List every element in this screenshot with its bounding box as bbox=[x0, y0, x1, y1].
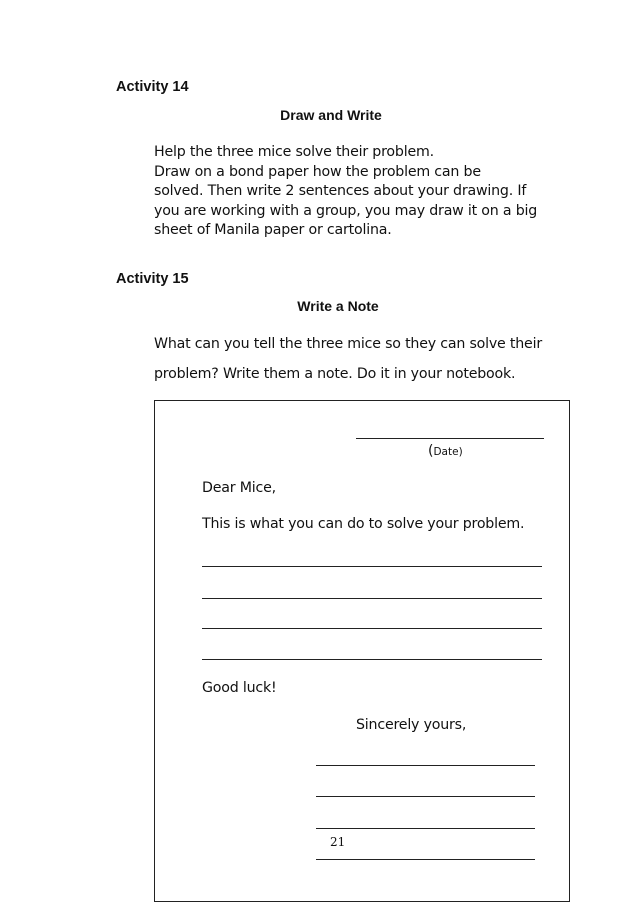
instruction-line: Help the three mice solve their problem. bbox=[154, 144, 434, 160]
writing-line bbox=[202, 598, 542, 599]
activity-14-subtitle: Draw and Write bbox=[280, 107, 382, 123]
signature-line bbox=[316, 828, 535, 829]
note-closing: Good luck! bbox=[202, 680, 277, 696]
instruction-line: solved. Then write 2 sentences about your drawing. If bbox=[154, 183, 527, 199]
instruction-line: problem? Write them a note. Do it in your notebook. bbox=[154, 366, 516, 382]
signature-line bbox=[316, 765, 535, 766]
signature-line bbox=[316, 796, 535, 797]
note-signoff: Sincerely yours, bbox=[356, 717, 467, 733]
instruction-line: sheet of Manila paper or cartolina. bbox=[154, 222, 392, 238]
date-label: (Date) bbox=[428, 443, 463, 459]
activity-15-heading: Activity 15 bbox=[116, 271, 189, 287]
instruction-line: What can you tell the three mice so they can solve their bbox=[154, 336, 542, 352]
activity-15-subtitle: Write a Note bbox=[297, 298, 379, 314]
writing-line bbox=[202, 659, 542, 660]
note-greeting: Dear Mice, bbox=[202, 480, 276, 496]
page-number: 21 bbox=[330, 835, 346, 849]
activity-15-instructions bbox=[154, 329, 604, 389]
note-intro: This is what you can do to solve your problem. bbox=[202, 516, 525, 532]
activity-14-instructions bbox=[154, 143, 594, 241]
instruction-line: Draw on a bond paper how the problem can be bbox=[154, 163, 481, 180]
note-box bbox=[154, 400, 570, 902]
instruction-line: you are working with a group, you may draw it on a big bbox=[154, 202, 538, 219]
signature-line bbox=[316, 859, 535, 860]
date-line bbox=[356, 438, 544, 439]
writing-line bbox=[202, 628, 542, 629]
writing-line bbox=[202, 566, 542, 567]
activity-14-heading: Activity 14 bbox=[116, 79, 189, 95]
